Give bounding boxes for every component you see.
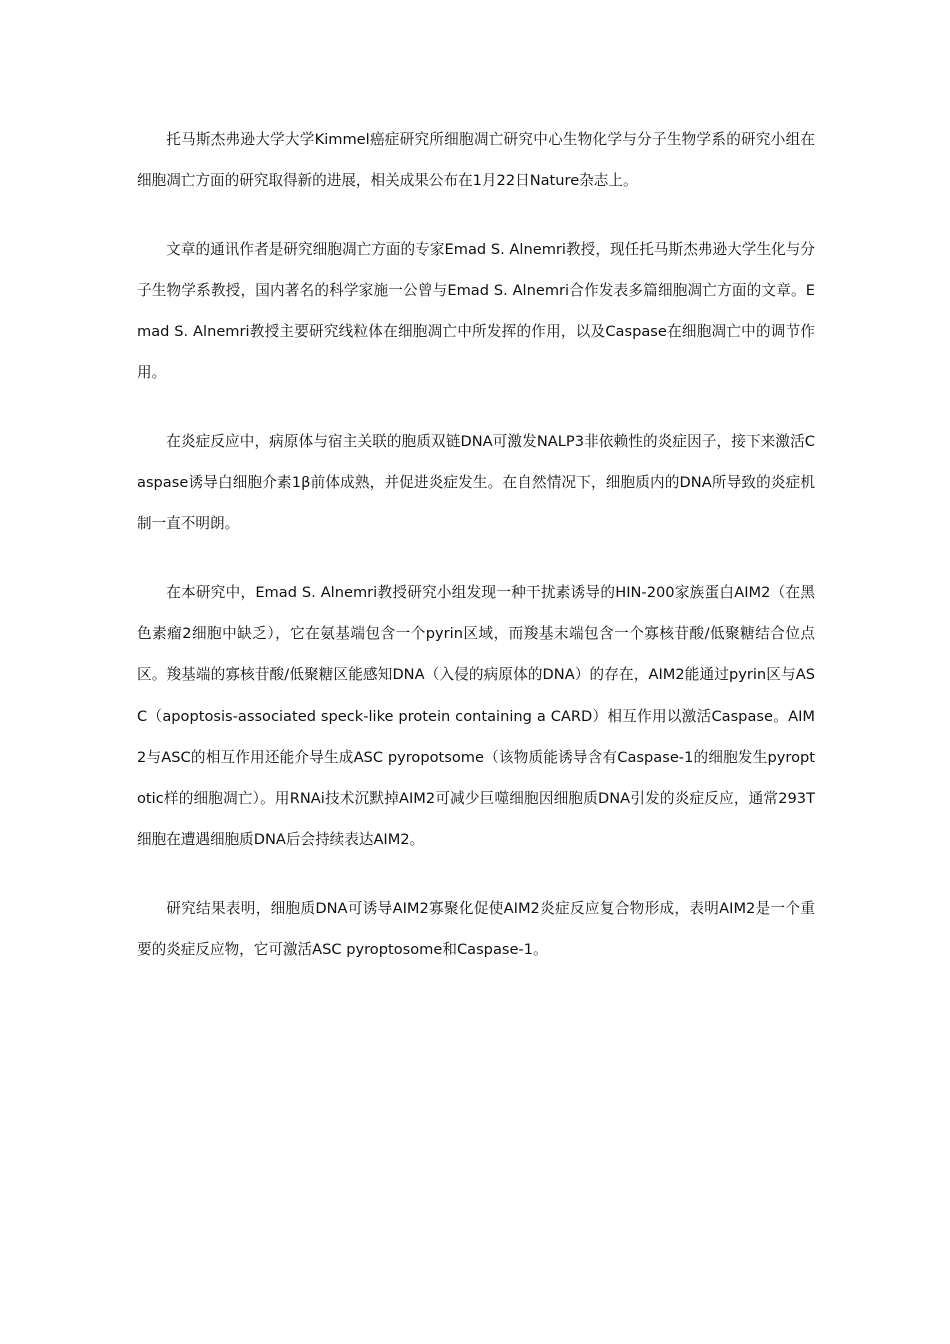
paragraph-intro: 托马斯杰弗逊大学大学Kimmel癌症研究所细胞凋亡研究中心生物化学与分子生物学系的研究小组在细胞凋亡方面的研究取得新的进展，相关成果公布在1月22日Nature杂志上。 bbox=[137, 131, 815, 190]
paragraph-conclusion: 研究结果表明，细胞质DNA可诱导AIM2寡聚化促使AIM2炎症反应复合物形成，表明AIM2是一个重要的炎症反应物，它可激活ASC pyroptosome和Caspase-1。 bbox=[137, 899, 815, 959]
paragraph-inflammation: 在炎症反应中，病原体与宿主关联的胞质双链DNA可激发NALP3非依赖性的炎症因子，接下来激活Caspase诱导白细胞介素1β前体成熟，并促进炎症发生。在自然情况下，细胞质内的DNA所导致的炎症机制一直不明朗。 bbox=[137, 432, 815, 533]
paragraph-author: 文章的通讯作者是研究细胞凋亡方面的专家Emad S. Alnemri教授，现任托马斯杰弗逊大学生化与分子生物学系教授，国内著名的科学家施一公曾与Emad S. Alnemri合作发表多篇细胞凋亡方面的文章。Emad S. Alnemri教授主要研究线粒体在细胞凋亡中所发挥的作用，以及Caspase在细胞凋亡中的调节作用。 bbox=[137, 240, 815, 382]
document-body bbox=[137, 119, 815, 997]
paragraph-study: 在本研究中，Emad S. Alnemri教授研究小组发现一种干扰素诱导的HIN-200家族蛋白AIM2（在黑色素瘤2细胞中缺乏），它在氨基端包含一个pyrin区域，而羧基末端包含一个寡核苷酸/低聚糖结合位点区。羧基端的寡核苷酸/低聚糖区能感知DNA（入侵的病原体的DNA）的存在，AIM2能通过pyrin区与ASC（apoptosis-associated speck-like protein containing a CARD）相互作用以激活Caspase。AIM2与ASC的相互作用还能介导生成ASC pyropotsome（该物质能诱导含有Caspase-1的细胞发生pyroptotic样的细胞凋亡）。用RNAi技术沉默掉AIM2可减少巨噬细胞因细胞质DNA引发的炎症反应，通常293T细胞在遭遇细胞质DNA后会持续表达AIM2。 bbox=[137, 583, 815, 849]
